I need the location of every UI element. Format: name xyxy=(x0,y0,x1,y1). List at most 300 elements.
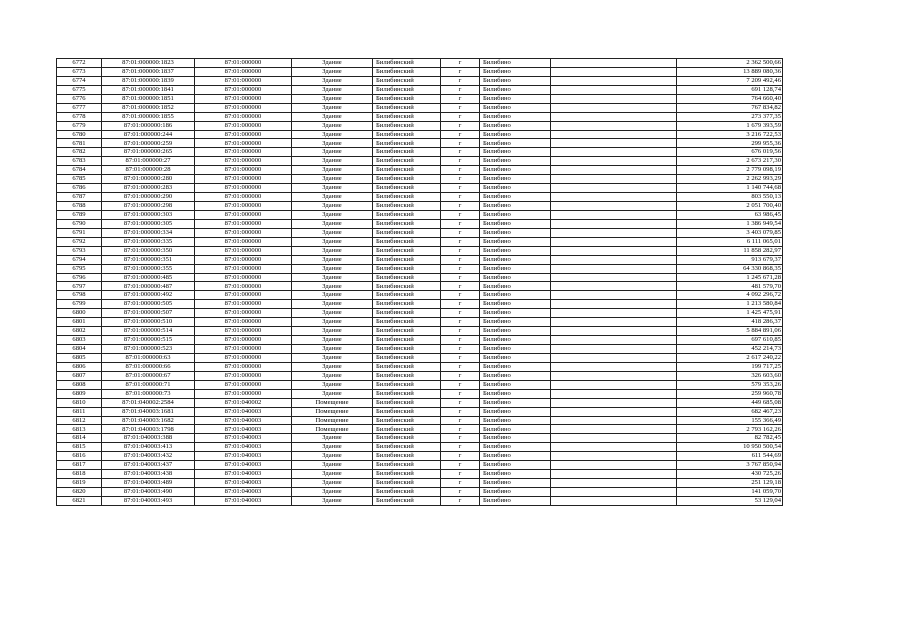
district-cell: Билибинский xyxy=(373,184,441,193)
object-type-cell: Помещение xyxy=(292,407,373,416)
district-cell: Билибинский xyxy=(373,461,441,470)
cadastral-value-cell: 1 140 744,68 xyxy=(677,184,783,193)
address-detail-cell xyxy=(551,425,677,434)
row-number-cell: 6772 xyxy=(57,59,102,68)
locality-name-cell: Билибино xyxy=(480,425,551,434)
object-type-cell: Здание xyxy=(292,112,373,121)
object-type-cell: Здание xyxy=(292,353,373,362)
row-number-cell: 6787 xyxy=(57,193,102,202)
cadastral-block-cell: 87:01:040003 xyxy=(195,461,292,470)
cadastral-number-cell: 87:01:040003:1798 xyxy=(102,425,195,434)
cadastral-number-cell: 87:01:000000:298 xyxy=(102,202,195,211)
cadastral-block-cell: 87:01:040003 xyxy=(195,496,292,505)
address-detail-cell xyxy=(551,389,677,398)
cadastral-block-cell: 87:01:000000 xyxy=(195,353,292,362)
locality-type-cell: г xyxy=(441,166,480,175)
locality-name-cell: Билибино xyxy=(480,219,551,228)
locality-type-cell: г xyxy=(441,175,480,184)
cadastral-value-cell: 199 717,25 xyxy=(677,362,783,371)
locality-type-cell: г xyxy=(441,157,480,166)
address-detail-cell xyxy=(551,371,677,380)
object-type-cell: Здание xyxy=(292,371,373,380)
row-number-cell: 6795 xyxy=(57,264,102,273)
address-detail-cell xyxy=(551,407,677,416)
district-cell: Билибинский xyxy=(373,300,441,309)
object-type-cell: Здание xyxy=(292,461,373,470)
cadastral-block-cell: 87:01:000000 xyxy=(195,112,292,121)
cadastral-number-cell: 87:01:000000:280 xyxy=(102,175,195,184)
row-number-cell: 6804 xyxy=(57,345,102,354)
object-type-cell: Здание xyxy=(292,443,373,452)
object-type-cell: Здание xyxy=(292,273,373,282)
locality-type-cell: г xyxy=(441,255,480,264)
cadastral-value-cell: 82 782,45 xyxy=(677,434,783,443)
address-detail-cell xyxy=(551,112,677,121)
locality-type-cell: г xyxy=(441,112,480,121)
cadastral-block-cell: 87:01:000000 xyxy=(195,336,292,345)
object-type-cell: Здание xyxy=(292,130,373,139)
locality-type-cell: г xyxy=(441,496,480,505)
district-cell: Билибинский xyxy=(373,202,441,211)
district-cell: Билибинский xyxy=(373,345,441,354)
cadastral-block-cell: 87:01:000000 xyxy=(195,94,292,103)
cadastral-number-cell: 87:01:000000:305 xyxy=(102,219,195,228)
object-type-cell: Помещение xyxy=(292,398,373,407)
locality-name-cell: Билибино xyxy=(480,434,551,443)
table-row xyxy=(57,148,783,157)
object-type-cell: Здание xyxy=(292,282,373,291)
cadastral-block-cell: 87:01:040003 xyxy=(195,488,292,497)
district-cell: Билибинский xyxy=(373,398,441,407)
row-number-cell: 6779 xyxy=(57,121,102,130)
row-number-cell: 6809 xyxy=(57,389,102,398)
address-detail-cell xyxy=(551,327,677,336)
locality-name-cell: Билибино xyxy=(480,210,551,219)
locality-name-cell: Билибино xyxy=(480,461,551,470)
cadastral-value-cell: 611 544,69 xyxy=(677,452,783,461)
cadastral-number-cell: 87:01:000000:303 xyxy=(102,210,195,219)
object-type-cell: Здание xyxy=(292,291,373,300)
cadastral-number-cell: 87:01:040003:1682 xyxy=(102,416,195,425)
address-detail-cell xyxy=(551,398,677,407)
cadastral-number-cell: 87:01:000000:487 xyxy=(102,282,195,291)
locality-type-cell: г xyxy=(441,371,480,380)
cadastral-block-cell: 87:01:000000 xyxy=(195,210,292,219)
object-type-cell: Здание xyxy=(292,210,373,219)
locality-type-cell: г xyxy=(441,94,480,103)
row-number-cell: 6785 xyxy=(57,175,102,184)
locality-name-cell: Билибино xyxy=(480,148,551,157)
address-detail-cell xyxy=(551,130,677,139)
district-cell: Билибинский xyxy=(373,452,441,461)
cadastral-block-cell: 87:01:000000 xyxy=(195,219,292,228)
cadastral-block-cell: 87:01:000000 xyxy=(195,59,292,68)
row-number-cell: 6773 xyxy=(57,67,102,76)
district-cell: Билибинский xyxy=(373,336,441,345)
cadastral-value-cell: 676 019,56 xyxy=(677,148,783,157)
cadastral-number-cell: 87:01:000000:335 xyxy=(102,237,195,246)
locality-name-cell: Билибино xyxy=(480,94,551,103)
row-number-cell: 6806 xyxy=(57,362,102,371)
district-cell: Билибинский xyxy=(373,353,441,362)
address-detail-cell xyxy=(551,219,677,228)
cadastral-number-cell: 87:01:040003:432 xyxy=(102,452,195,461)
table-row xyxy=(57,237,783,246)
row-number-cell: 6778 xyxy=(57,112,102,121)
cadastral-value-cell: 767 834,82 xyxy=(677,103,783,112)
locality-type-cell: г xyxy=(441,59,480,68)
cadastral-value-cell: 1 386 949,54 xyxy=(677,219,783,228)
table-row xyxy=(57,175,783,184)
cadastral-number-cell: 87:01:040003:437 xyxy=(102,461,195,470)
table-row xyxy=(57,255,783,264)
district-cell: Билибинский xyxy=(373,425,441,434)
locality-name-cell: Билибино xyxy=(480,452,551,461)
cadastral-value-cell: 6 111 065,01 xyxy=(677,237,783,246)
row-number-cell: 6810 xyxy=(57,398,102,407)
locality-name-cell: Билибино xyxy=(480,327,551,336)
district-cell: Билибинский xyxy=(373,407,441,416)
row-number-cell: 6797 xyxy=(57,282,102,291)
object-type-cell: Здание xyxy=(292,237,373,246)
cadastral-value-cell: 579 353,26 xyxy=(677,380,783,389)
cadastral-block-cell: 87:01:000000 xyxy=(195,85,292,94)
cadastral-number-cell: 87:01:000000:244 xyxy=(102,130,195,139)
cadastral-value-cell: 13 889 080,36 xyxy=(677,67,783,76)
locality-name-cell: Билибино xyxy=(480,112,551,121)
cadastral-value-cell: 299 955,36 xyxy=(677,139,783,148)
object-type-cell: Здание xyxy=(292,139,373,148)
district-cell: Билибинский xyxy=(373,309,441,318)
object-type-cell: Здание xyxy=(292,362,373,371)
locality-type-cell: г xyxy=(441,264,480,273)
locality-type-cell: г xyxy=(441,139,480,148)
locality-type-cell: г xyxy=(441,380,480,389)
cadastral-block-cell: 87:01:000000 xyxy=(195,389,292,398)
cadastral-value-cell: 691 128,74 xyxy=(677,85,783,94)
locality-type-cell: г xyxy=(441,282,480,291)
cadastral-number-cell: 87:01:000000:1837 xyxy=(102,67,195,76)
cadastral-number-cell: 87:01:000000:28 xyxy=(102,166,195,175)
address-detail-cell xyxy=(551,282,677,291)
table-body xyxy=(57,59,783,506)
table-row xyxy=(57,327,783,336)
table-row xyxy=(57,264,783,273)
row-number-cell: 6818 xyxy=(57,470,102,479)
table-row xyxy=(57,398,783,407)
address-detail-cell xyxy=(551,496,677,505)
cadastral-block-cell: 87:01:000000 xyxy=(195,371,292,380)
locality-type-cell: г xyxy=(441,488,480,497)
object-type-cell: Здание xyxy=(292,166,373,175)
table-row xyxy=(57,219,783,228)
table-row xyxy=(57,300,783,309)
object-type-cell: Здание xyxy=(292,336,373,345)
district-cell: Билибинский xyxy=(373,327,441,336)
cadastral-value-cell: 418 286,37 xyxy=(677,318,783,327)
locality-name-cell: Билибино xyxy=(480,389,551,398)
table-row xyxy=(57,416,783,425)
object-type-cell: Здание xyxy=(292,470,373,479)
cadastral-value-cell: 259 960,78 xyxy=(677,389,783,398)
table-row xyxy=(57,389,783,398)
district-cell: Билибинский xyxy=(373,112,441,121)
cadastral-block-cell: 87:01:000000 xyxy=(195,264,292,273)
row-number-cell: 6807 xyxy=(57,371,102,380)
cadastral-number-cell: 87:01:000000:290 xyxy=(102,193,195,202)
row-number-cell: 6803 xyxy=(57,336,102,345)
locality-type-cell: г xyxy=(441,318,480,327)
row-number-cell: 6808 xyxy=(57,380,102,389)
locality-type-cell: г xyxy=(441,479,480,488)
district-cell: Билибинский xyxy=(373,479,441,488)
cadastral-block-cell: 87:01:040003 xyxy=(195,452,292,461)
row-number-cell: 6815 xyxy=(57,443,102,452)
locality-type-cell: г xyxy=(441,300,480,309)
locality-type-cell: г xyxy=(441,273,480,282)
object-type-cell: Здание xyxy=(292,59,373,68)
cadastral-value-cell: 2 362 500,66 xyxy=(677,59,783,68)
row-number-cell: 6775 xyxy=(57,85,102,94)
table-row xyxy=(57,443,783,452)
row-number-cell: 6783 xyxy=(57,157,102,166)
district-cell: Билибинский xyxy=(373,193,441,202)
address-detail-cell xyxy=(551,175,677,184)
address-detail-cell xyxy=(551,85,677,94)
locality-type-cell: г xyxy=(441,470,480,479)
address-detail-cell xyxy=(551,255,677,264)
locality-name-cell: Билибино xyxy=(480,175,551,184)
locality-name-cell: Билибино xyxy=(480,157,551,166)
row-number-cell: 6784 xyxy=(57,166,102,175)
cadastral-value-cell: 682 467,23 xyxy=(677,407,783,416)
cadastral-value-cell: 251 129,18 xyxy=(677,479,783,488)
locality-type-cell: г xyxy=(441,353,480,362)
locality-type-cell: г xyxy=(441,327,480,336)
district-cell: Билибинский xyxy=(373,157,441,166)
cadastral-value-table xyxy=(56,58,783,506)
object-type-cell: Здание xyxy=(292,202,373,211)
object-type-cell: Здание xyxy=(292,309,373,318)
locality-name-cell: Билибино xyxy=(480,237,551,246)
cadastral-value-cell: 1 425 475,91 xyxy=(677,309,783,318)
locality-name-cell: Билибино xyxy=(480,67,551,76)
locality-name-cell: Билибино xyxy=(480,416,551,425)
cadastral-block-cell: 87:01:040003 xyxy=(195,479,292,488)
row-number-cell: 6794 xyxy=(57,255,102,264)
locality-name-cell: Билибино xyxy=(480,470,551,479)
locality-name-cell: Билибино xyxy=(480,246,551,255)
cadastral-block-cell: 87:01:040002 xyxy=(195,398,292,407)
district-cell: Билибинский xyxy=(373,380,441,389)
locality-name-cell: Билибино xyxy=(480,353,551,362)
table-row xyxy=(57,85,783,94)
locality-type-cell: г xyxy=(441,434,480,443)
cadastral-value-table-page xyxy=(56,58,782,506)
locality-name-cell: Билибино xyxy=(480,345,551,354)
address-detail-cell xyxy=(551,166,677,175)
object-type-cell: Здание xyxy=(292,327,373,336)
locality-name-cell: Билибино xyxy=(480,59,551,68)
district-cell: Билибинский xyxy=(373,255,441,264)
cadastral-number-cell: 87:01:000000:350 xyxy=(102,246,195,255)
object-type-cell: Здание xyxy=(292,246,373,255)
table-row xyxy=(57,193,783,202)
district-cell: Билибинский xyxy=(373,246,441,255)
table-row xyxy=(57,407,783,416)
row-number-cell: 6777 xyxy=(57,103,102,112)
cadastral-number-cell: 87:01:040003:493 xyxy=(102,496,195,505)
object-type-cell: Здание xyxy=(292,193,373,202)
table-row xyxy=(57,479,783,488)
address-detail-cell xyxy=(551,193,677,202)
locality-type-cell: г xyxy=(441,362,480,371)
row-number-cell: 6789 xyxy=(57,210,102,219)
table-row xyxy=(57,318,783,327)
cadastral-block-cell: 87:01:000000 xyxy=(195,246,292,255)
district-cell: Билибинский xyxy=(373,219,441,228)
table-row xyxy=(57,202,783,211)
cadastral-number-cell: 87:01:000000:1855 xyxy=(102,112,195,121)
table-row xyxy=(57,282,783,291)
cadastral-block-cell: 87:01:000000 xyxy=(195,157,292,166)
cadastral-number-cell: 87:01:000000:63 xyxy=(102,353,195,362)
locality-name-cell: Билибино xyxy=(480,291,551,300)
object-type-cell: Здание xyxy=(292,148,373,157)
cadastral-value-cell: 2 051 700,40 xyxy=(677,202,783,211)
table-row xyxy=(57,228,783,237)
locality-type-cell: г xyxy=(441,407,480,416)
locality-name-cell: Билибино xyxy=(480,255,551,264)
locality-name-cell: Билибино xyxy=(480,488,551,497)
table-row xyxy=(57,112,783,121)
locality-type-cell: г xyxy=(441,309,480,318)
address-detail-cell xyxy=(551,202,677,211)
district-cell: Билибинский xyxy=(373,264,441,273)
cadastral-number-cell: 87:01:000000:1852 xyxy=(102,103,195,112)
locality-type-cell: г xyxy=(441,130,480,139)
locality-name-cell: Билибино xyxy=(480,300,551,309)
locality-type-cell: г xyxy=(441,228,480,237)
locality-type-cell: г xyxy=(441,443,480,452)
cadastral-number-cell: 87:01:040003:438 xyxy=(102,470,195,479)
locality-type-cell: г xyxy=(441,345,480,354)
district-cell: Билибинский xyxy=(373,85,441,94)
row-number-cell: 6796 xyxy=(57,273,102,282)
locality-name-cell: Билибино xyxy=(480,264,551,273)
cadastral-value-cell: 697 610,85 xyxy=(677,336,783,345)
cadastral-block-cell: 87:01:000000 xyxy=(195,255,292,264)
cadastral-value-cell: 10 950 500,54 xyxy=(677,443,783,452)
cadastral-value-cell: 3 767 850,94 xyxy=(677,461,783,470)
row-number-cell: 6791 xyxy=(57,228,102,237)
cadastral-number-cell: 87:01:000000:27 xyxy=(102,157,195,166)
cadastral-value-cell: 452 214,73 xyxy=(677,345,783,354)
table-row xyxy=(57,309,783,318)
row-number-cell: 6798 xyxy=(57,291,102,300)
object-type-cell: Здание xyxy=(292,219,373,228)
locality-type-cell: г xyxy=(441,461,480,470)
cadastral-value-cell: 7 209 492,46 xyxy=(677,76,783,85)
object-type-cell: Здание xyxy=(292,228,373,237)
object-type-cell: Здание xyxy=(292,76,373,85)
locality-type-cell: г xyxy=(441,76,480,85)
object-type-cell: Здание xyxy=(292,85,373,94)
address-detail-cell xyxy=(551,67,677,76)
cadastral-number-cell: 87:01:040003:490 xyxy=(102,488,195,497)
cadastral-block-cell: 87:01:040003 xyxy=(195,443,292,452)
table-row xyxy=(57,345,783,354)
address-detail-cell xyxy=(551,309,677,318)
cadastral-block-cell: 87:01:000000 xyxy=(195,130,292,139)
district-cell: Билибинский xyxy=(373,148,441,157)
row-number-cell: 6800 xyxy=(57,309,102,318)
district-cell: Билибинский xyxy=(373,76,441,85)
locality-type-cell: г xyxy=(441,193,480,202)
locality-type-cell: г xyxy=(441,416,480,425)
district-cell: Билибинский xyxy=(373,59,441,68)
cadastral-number-cell: 87:01:000000:1841 xyxy=(102,85,195,94)
district-cell: Билибинский xyxy=(373,389,441,398)
table-row xyxy=(57,488,783,497)
address-detail-cell xyxy=(551,273,677,282)
object-type-cell: Здание xyxy=(292,496,373,505)
locality-name-cell: Билибино xyxy=(480,479,551,488)
cadastral-number-cell: 87:01:000000:334 xyxy=(102,228,195,237)
district-cell: Билибинский xyxy=(373,228,441,237)
table-row xyxy=(57,139,783,148)
cadastral-number-cell: 87:01:000000:485 xyxy=(102,273,195,282)
row-number-cell: 6813 xyxy=(57,425,102,434)
table-row xyxy=(57,452,783,461)
locality-name-cell: Билибино xyxy=(480,282,551,291)
table-row xyxy=(57,130,783,139)
cadastral-block-cell: 87:01:000000 xyxy=(195,300,292,309)
cadastral-number-cell: 87:01:000000:515 xyxy=(102,336,195,345)
table-row xyxy=(57,496,783,505)
address-detail-cell xyxy=(551,443,677,452)
address-detail-cell xyxy=(551,488,677,497)
cadastral-value-cell: 449 685,08 xyxy=(677,398,783,407)
table-row xyxy=(57,103,783,112)
object-type-cell: Здание xyxy=(292,345,373,354)
cadastral-block-cell: 87:01:040003 xyxy=(195,425,292,434)
locality-name-cell: Билибино xyxy=(480,496,551,505)
object-type-cell: Здание xyxy=(292,157,373,166)
cadastral-number-cell: 87:01:000000:66 xyxy=(102,362,195,371)
row-number-cell: 6819 xyxy=(57,479,102,488)
locality-type-cell: г xyxy=(441,85,480,94)
cadastral-value-cell: 481 579,70 xyxy=(677,282,783,291)
cadastral-block-cell: 87:01:000000 xyxy=(195,318,292,327)
cadastral-block-cell: 87:01:000000 xyxy=(195,228,292,237)
address-detail-cell xyxy=(551,362,677,371)
cadastral-value-cell: 326 603,60 xyxy=(677,371,783,380)
cadastral-value-cell: 1 245 671,28 xyxy=(677,273,783,282)
row-number-cell: 6776 xyxy=(57,94,102,103)
district-cell: Билибинский xyxy=(373,121,441,130)
cadastral-block-cell: 87:01:040003 xyxy=(195,407,292,416)
row-number-cell: 6814 xyxy=(57,434,102,443)
address-detail-cell xyxy=(551,59,677,68)
locality-type-cell: г xyxy=(441,67,480,76)
object-type-cell: Помещение xyxy=(292,416,373,425)
locality-type-cell: г xyxy=(441,121,480,130)
table-row xyxy=(57,353,783,362)
cadastral-value-cell: 3 216 722,53 xyxy=(677,130,783,139)
cadastral-number-cell: 87:01:040003:413 xyxy=(102,443,195,452)
cadastral-block-cell: 87:01:040003 xyxy=(195,416,292,425)
